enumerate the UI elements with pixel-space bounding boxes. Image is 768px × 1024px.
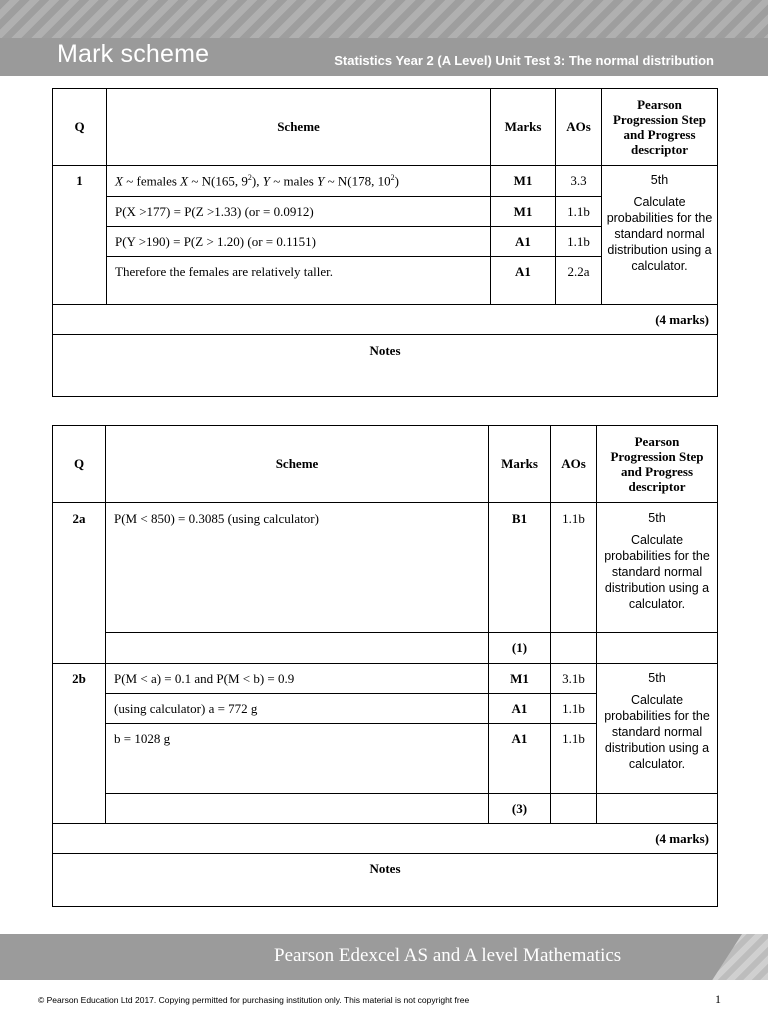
descriptor-blank — [597, 794, 718, 824]
question-1-table — [52, 88, 718, 397]
header-marks: Marks — [489, 426, 551, 503]
page-number: 1 — [715, 992, 721, 1006]
question-2-table — [52, 425, 718, 907]
progress-descriptor — [602, 166, 718, 305]
header-q: Q — [53, 89, 107, 166]
question-number: 1 — [53, 166, 107, 305]
scheme-blank — [106, 633, 489, 664]
scheme-line: P(M < 850) = 0.3085 (using calculator) — [106, 503, 489, 633]
progression-step: 5th — [648, 511, 666, 525]
total-marks: (4 marks) — [53, 305, 718, 335]
mark-code: B1 — [489, 503, 551, 633]
question-number: 2a — [53, 503, 106, 664]
scheme-line: X ~ females X ~ N(165, $9^2$), Y ~ males Y ~ N(178, $10^2$) — [107, 166, 491, 197]
ao-blank — [551, 633, 597, 664]
ao-code: 1.1b — [551, 503, 597, 633]
header-aos: AOs — [556, 89, 602, 166]
ao-code: 2.2a — [556, 257, 602, 305]
header-aos: AOs — [551, 426, 597, 503]
ao-code: 1.1b — [556, 227, 602, 257]
footer-title: Pearson Edexcel AS and A level Mathematics — [274, 945, 622, 966]
page-subtitle: Statistics Year 2 (A Level) Unit Test 3: The normal distribution — [334, 53, 714, 68]
ao-code: 1.1b — [556, 197, 602, 227]
mark-code: M1 — [491, 166, 556, 197]
mark-code: A1 — [489, 724, 551, 794]
subtotal-marks: (3) — [489, 794, 551, 824]
mark-code: A1 — [491, 257, 556, 305]
descriptor-text: Calculate probabilities for the standard normal distribution using a calculator. — [606, 195, 713, 273]
descriptor-text: Calculate probabilities for the standard normal distribution using a calculator. — [604, 533, 710, 611]
descriptor-blank — [597, 633, 718, 664]
scheme-line: P(M < a) = 0.1 and P(M < b) = 0.9 — [106, 664, 489, 694]
descriptor-text: Calculate probabilities for the standard normal distribution using a calculator. — [604, 693, 710, 771]
scheme-blank — [106, 794, 489, 824]
ao-code: 3.1b — [551, 664, 597, 694]
scheme-line: P(X >177) = P(Z >1.33) (or = 0.0912) — [107, 197, 491, 227]
mark-code: M1 — [491, 197, 556, 227]
mark-code: A1 — [491, 227, 556, 257]
header-scheme: Scheme — [107, 89, 491, 166]
header-marks: Marks — [491, 89, 556, 166]
progression-step: 5th — [648, 671, 666, 685]
progress-descriptor — [597, 664, 718, 794]
question-number: 2b — [53, 664, 106, 824]
scheme-line: (using calculator) a = 772 g — [106, 694, 489, 724]
progress-descriptor — [597, 503, 718, 633]
scheme-line: P(Y >190) = P(Z > 1.20) (or = 0.1151) — [107, 227, 491, 257]
header-descriptor: Pearson Progression Step and Progress descriptor — [597, 426, 718, 503]
header-scheme: Scheme — [106, 426, 489, 503]
progression-step: 5th — [650, 173, 669, 187]
header-descriptor: Pearson Progression Step and Progress descriptor — [602, 89, 718, 166]
ao-code: 1.1b — [551, 694, 597, 724]
header-q: Q — [53, 426, 106, 503]
scheme-line: Therefore the females are relatively taller. — [107, 257, 491, 305]
total-marks: (4 marks) — [53, 824, 718, 854]
notes-heading: Notes — [53, 854, 718, 907]
scheme-line: b = 1028 g — [106, 724, 489, 794]
notes-heading: Notes — [53, 335, 718, 397]
ao-code: 3.3 — [556, 166, 602, 197]
mark-code: M1 — [489, 664, 551, 694]
page-title: Mark scheme — [57, 40, 210, 68]
mark-code: A1 — [489, 694, 551, 724]
copyright-notice: © Pearson Education Ltd 2017. Copying permitted for purchasing institution only. This material is not copyright free — [38, 995, 470, 1005]
subtotal-marks: (1) — [489, 633, 551, 664]
ao-blank — [551, 794, 597, 824]
ao-code: 1.1b — [551, 724, 597, 794]
